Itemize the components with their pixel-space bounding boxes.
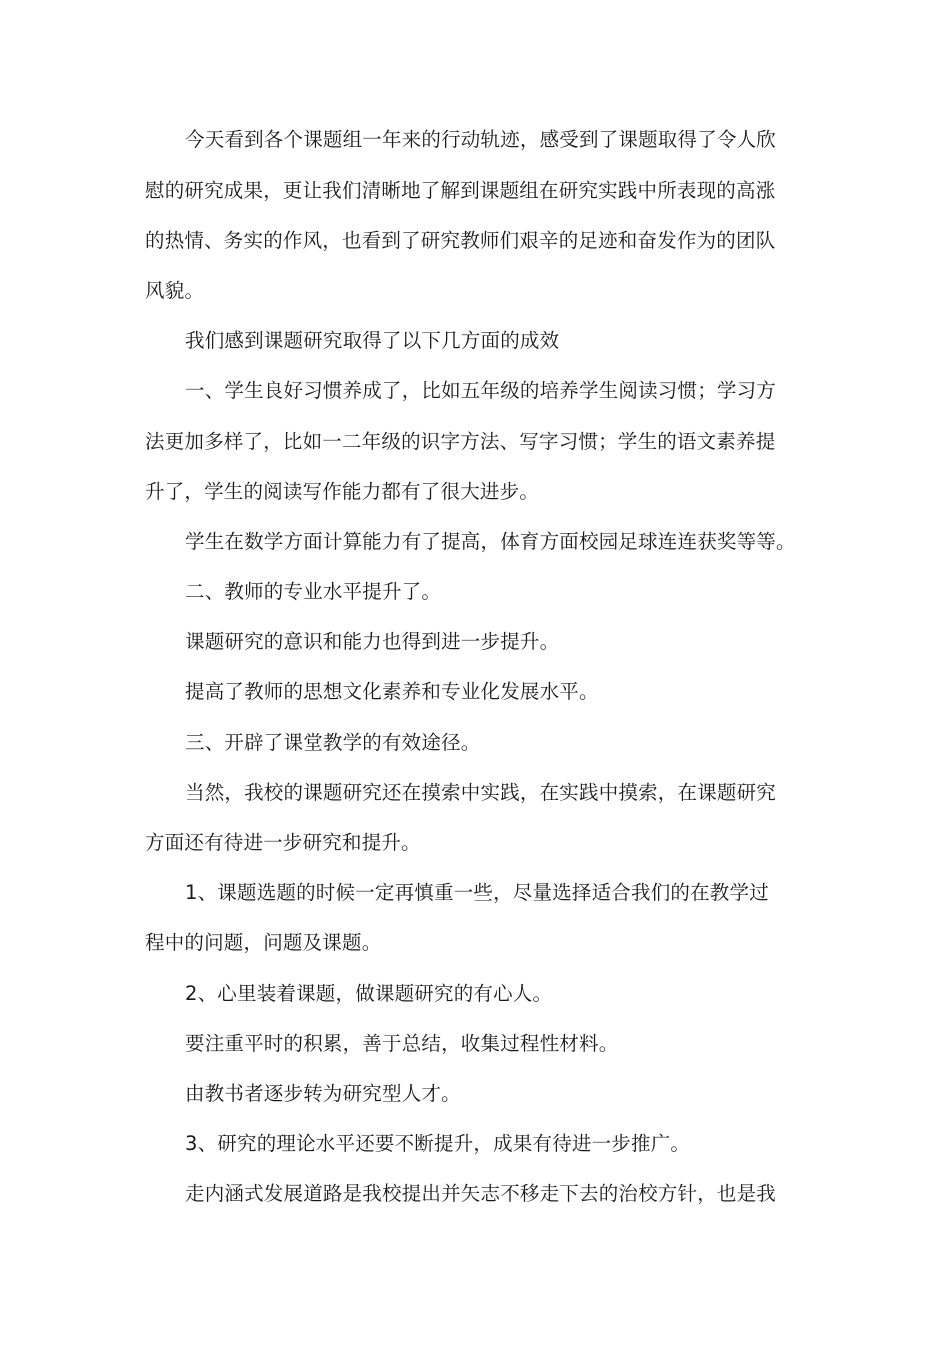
paragraph-exploration-line-1: 当然，我校的课题研究还在摸索中实践，在实践中摸索，在课题研究: [185, 781, 777, 804]
paragraph-results-heading: 我们感到课题研究取得了以下几方面的成效: [185, 329, 560, 352]
paragraph-intro-line-1: 今天看到各个课题组一年来的行动轨迹，感受到了课题取得了令人欣: [185, 128, 777, 151]
paragraph-math-sports: 学生在数学方面计算能力有了提高，体育方面校园足球连连获奖等等。: [185, 530, 796, 553]
paragraph-item-1-line-1: 1、课题选题的时候一定再慎重一些，尽量选择适合我们的在教学过: [185, 881, 769, 904]
paragraph-item-2: 2、心里装着课题，做课题研究的有心人。: [185, 982, 553, 1005]
paragraph-point-two: 二、教师的专业水平提升了。: [185, 580, 442, 603]
paragraph-point-three: 三、开辟了课堂教学的有效途径。: [185, 731, 481, 754]
paragraph-accumulation: 要注重平时的积累，善于总结，收集过程性材料。: [185, 1032, 619, 1055]
paragraph-development-path: 走内涵式发展道路是我校提出并矢志不移走下去的治校方针，也是我: [185, 1182, 777, 1205]
paragraph-item-1-line-2: 程中的问题，问题及课题。: [145, 931, 382, 954]
paragraph-item-3: 3、研究的理论水平还要不断提升，成果有待进一步推广。: [185, 1132, 691, 1155]
paragraph-research-awareness: 课题研究的意识和能力也得到进一步提升。: [185, 630, 560, 653]
paragraph-point-one-line-3: 升了，学生的阅读写作能力都有了很大进步。: [145, 480, 540, 503]
paragraph-exploration-line-2: 方面还有待进一步研究和提升。: [145, 831, 421, 854]
paragraph-intro-line-3: 的热情、务实的作风，也看到了研究教师们艰辛的足迹和奋发作为的团队: [145, 229, 776, 252]
paragraph-intro-line-2: 慰的研究成果，更让我们清晰地了解到课题组在研究实践中所表现的高涨: [145, 179, 776, 202]
paragraph-teacher-quality: 提高了教师的思想文化素养和专业化发展水平。: [185, 680, 599, 703]
paragraph-intro-line-4: 风貌。: [145, 279, 205, 302]
paragraph-researcher: 由教书者逐步转为研究型人才。: [185, 1082, 461, 1105]
paragraph-point-one-line-2: 法更加多样了，比如一二年级的识字方法、写字习惯；学生的语文素养提: [145, 430, 776, 453]
paragraph-point-one-line-1: 一、学生良好习惯养成了，比如五年级的培养学生阅读习惯；学习方: [185, 379, 777, 402]
